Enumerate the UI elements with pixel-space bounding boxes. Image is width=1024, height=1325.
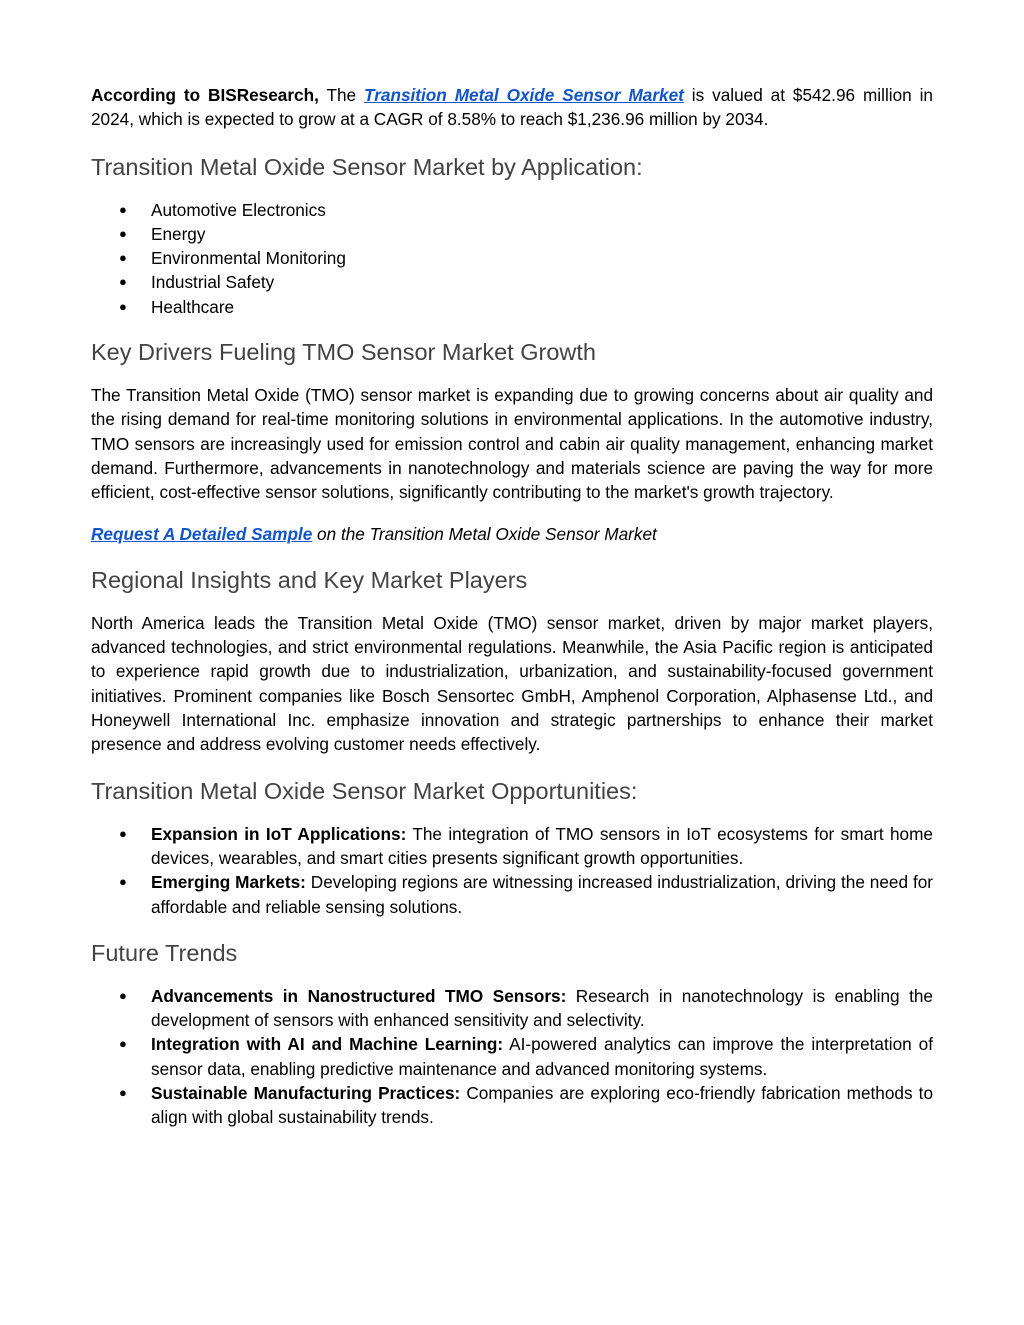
bullet-icon: ●: [119, 250, 127, 266]
trend-text: Research in nanotechnology is enabling the development of sensors with enhanced sensitivity and selectivity.: [151, 985, 933, 1031]
intro-source: According to BISResearch,: [91, 85, 319, 105]
list-item: [91, 1032, 933, 1081]
request-sample-link[interactable]: Request A Detailed Sample: [91, 523, 313, 544]
bullet-icon: ●: [119, 1036, 127, 1052]
bullet-icon: ●: [119, 298, 127, 314]
regional-paragraph: North America leads the Transition Metal Oxide (TMO) sensor market, driven by major market players, advanced technologies, and strict environmental regulations. Meanwhile, the Asia Pacific region is anticipated to experience rapid growth due to industrialization, urbanization, and sustainability-focused government initiatives. Prominent companies like Bosch Sensortec GmbH, Amphenol Corporation, Alphasense Ltd., and Honeywell International Inc. emphasize innovation and strategic partnerships to enhance their market presence and address evolving customer needs effectively.: [91, 612, 933, 755]
trends-list: [91, 984, 933, 1130]
bullet-icon: ●: [119, 225, 127, 241]
drivers-heading: Key Drivers Fueling TMO Sensor Market Growth: [91, 339, 596, 366]
drivers-paragraph: The Transition Metal Oxide (TMO) sensor market is expanding due to growing concerns about air quality and the rising demand for real-time monitoring solutions in environmental applications. In the automotive industry, TMO sensors are increasingly used for emission control and cabin air quality management, enhancing market demand. Furthermore, advancements in nanotechnology and materials science are paving the way for more efficient, cost-effective sensor solutions, significantly contributing to the market's growth trajectory.: [91, 385, 933, 503]
bullet-icon: ●: [119, 987, 127, 1003]
list-item: [91, 270, 933, 294]
regional-heading: Regional Insights and Key Market Players: [91, 566, 528, 593]
intro-paragraph: [91, 83, 933, 132]
application-label: Energy: [151, 223, 206, 244]
trends-heading: Future Trends: [91, 939, 238, 966]
bullet-icon: ●: [119, 274, 127, 290]
application-label: Industrial Safety: [151, 272, 275, 293]
list-item: [91, 198, 933, 222]
trend-text: AI-powered analytics can improve the interpretation of sensor data, enabling predictive maintenance and advanced monitoring systems.: [151, 1034, 933, 1079]
sample-request-line: [91, 522, 933, 546]
list-item: [91, 295, 933, 319]
list-item: [91, 222, 933, 246]
trend-text: Companies are exploring eco-friendly fabrication methods to align with global sustainability trends.: [151, 1083, 934, 1128]
trend-title: Integration with AI and Machine Learning:: [151, 1034, 504, 1055]
applications-list: [91, 198, 933, 319]
opportunity-title: Emerging Markets:: [151, 872, 306, 893]
list-item: [91, 822, 933, 871]
application-label: Environmental Monitoring: [151, 248, 346, 269]
sample-request-suffix: on the Transition Metal Oxide Sensor Market: [312, 523, 657, 544]
bullet-icon: ●: [119, 201, 127, 217]
applications-heading: Transition Metal Oxide Sensor Market by Application:: [91, 153, 643, 180]
application-label: Automotive Electronics: [151, 199, 326, 220]
trend-title: Sustainable Manufacturing Practices:: [151, 1083, 461, 1104]
list-item: [91, 870, 933, 919]
opportunity-title: Expansion in IoT Applications:: [151, 823, 407, 844]
trend-title: Advancements in Nanostructured TMO Sensors:: [151, 985, 567, 1006]
bullet-icon: ●: [119, 1085, 127, 1101]
list-item: [91, 246, 933, 270]
bullet-icon: ●: [119, 874, 127, 890]
opportunity-text: The integration of TMO sensors in IoT ecosystems for smart home devices, wearables, and smart cities presents significant growth opportunities.: [151, 823, 933, 868]
intro-pre-link: The: [318, 85, 365, 105]
list-item: [91, 1081, 933, 1130]
list-item: [91, 984, 933, 1033]
document-page: [91, 83, 933, 1130]
application-label: Healthcare: [151, 296, 235, 317]
market-report-link[interactable]: Transition Metal Oxide Sensor Market: [364, 85, 684, 105]
opportunity-text: Developing regions are witnessing increased industrialization, driving the need for affordable and reliable sensing solutions.: [151, 872, 934, 917]
opportunities-heading: Transition Metal Oxide Sensor Market Opportunities:: [91, 777, 638, 804]
bullet-icon: ●: [119, 825, 127, 841]
intro-post-link: is valued at $542.96 million in 2024, which is expected to grow at a CAGR of 8.58% to reach $1,236.96 million by 2034.: [91, 85, 933, 130]
opportunities-list: [91, 822, 933, 919]
